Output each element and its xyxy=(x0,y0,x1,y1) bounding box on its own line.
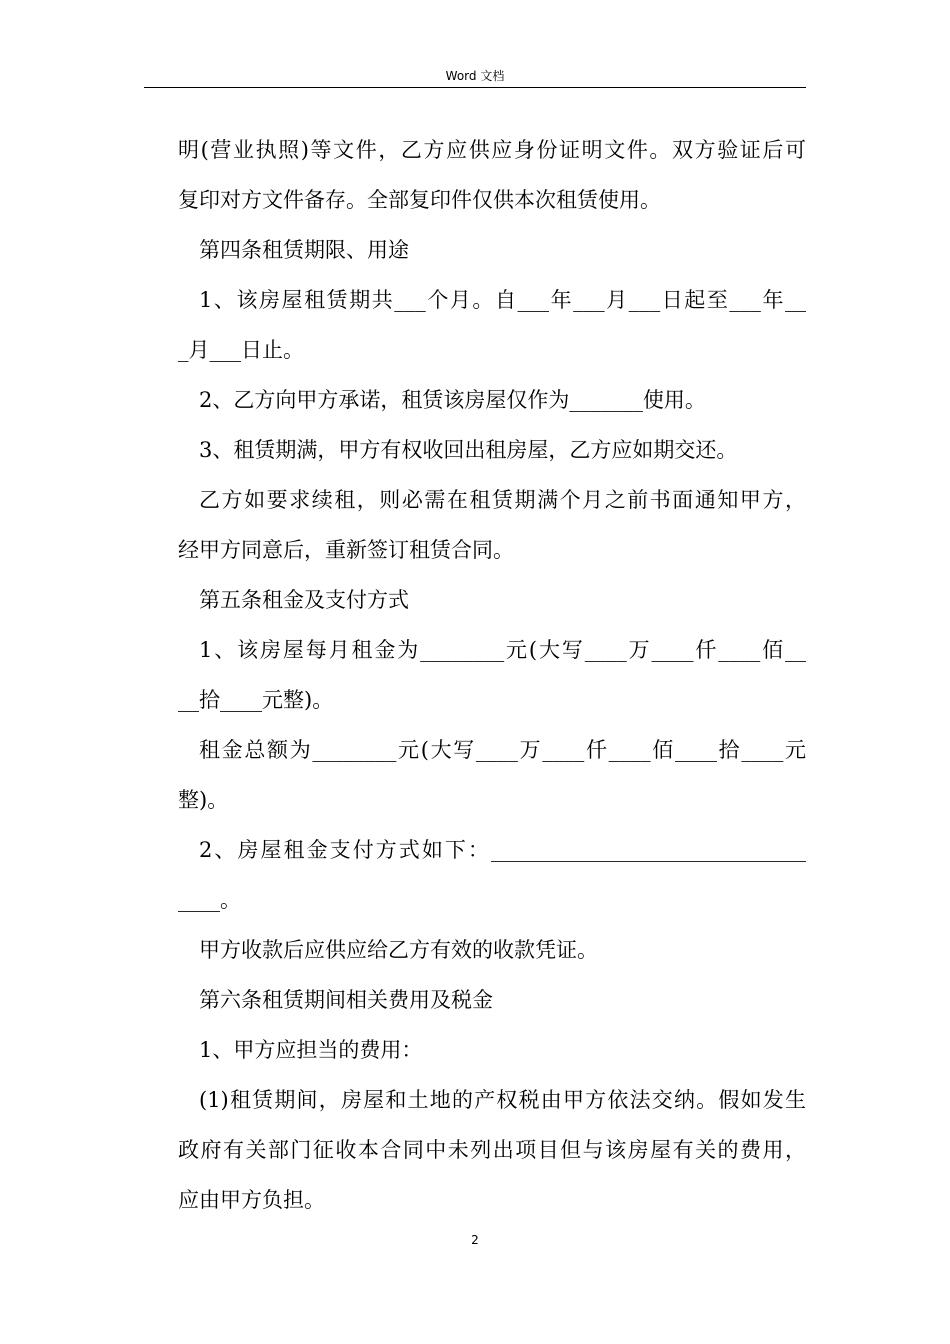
paragraph-line: 应由甲方负担。 xyxy=(178,1188,325,1212)
paragraph-line: 乙方如要求续租，则必需在租赁期满个月之前书面通知甲方， xyxy=(199,488,806,512)
paragraph-line: 经甲方同意后，重新签订租赁合同。 xyxy=(178,538,514,562)
section-heading: 第四条租赁期限、用途 xyxy=(199,238,409,262)
paragraph-line: 1、该房屋租赁期共___个月。自___年___月___日起至___年__ xyxy=(199,288,806,312)
page-number: 2 xyxy=(471,1233,479,1247)
document-body xyxy=(178,125,806,1225)
paragraph-line: 1、该房屋每月租金为________元(大写____万____仟____佰__ xyxy=(199,638,806,662)
paragraph-line: 政府有关部门征收本合同中未列出项目但与该房屋有关的费用， xyxy=(178,1138,806,1162)
paragraph-line: 租金总额为________元(大写____万____仟____佰____拾____元 xyxy=(199,738,806,762)
paragraph-line: 整)。 xyxy=(178,788,229,812)
paragraph-line: 甲方收款后应供应给乙方有效的收款凭证。 xyxy=(199,938,598,962)
paragraph-line: _月___日止。 xyxy=(178,338,304,362)
paragraph-line: 2、乙方向甲方承诺，租赁该房屋仅作为_______使用。 xyxy=(199,388,706,412)
paragraph-line: 1、甲方应担当的费用： xyxy=(199,1038,423,1062)
paragraph-line: 2、房屋租金支付方式如下：______________________________ xyxy=(199,838,806,862)
page-header: Word 文档 xyxy=(445,69,505,83)
paragraph-line: 复印对方文件备存。全部复印件仅供本次租赁使用。 xyxy=(178,188,661,212)
paragraph-line: (1)租赁期间，房屋和土地的产权税由甲方依法交纳。假如发生 xyxy=(199,1088,806,1112)
section-heading: 第六条租赁期间相关费用及税金 xyxy=(199,988,493,1012)
paragraph-line: ____。 xyxy=(178,888,241,912)
paragraph-line: 明(营业执照)等文件，乙方应供应身份证明文件。双方验证后可 xyxy=(178,138,806,162)
section-heading: 第五条租金及支付方式 xyxy=(199,588,409,612)
paragraph-line: __拾____元整)。 xyxy=(178,688,334,712)
header-divider xyxy=(144,87,806,88)
paragraph-line: 3、租赁期满，甲方有权收回出租房屋，乙方应如期交还。 xyxy=(199,438,738,462)
